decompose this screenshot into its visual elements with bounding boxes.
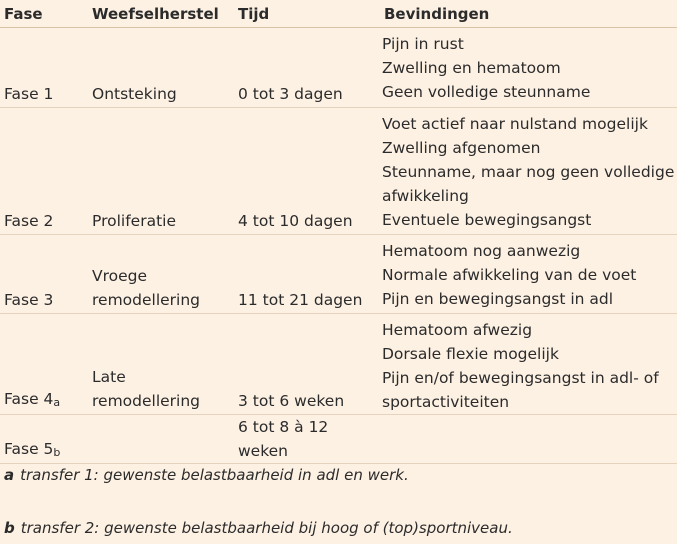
header-time: Tijd — [234, 0, 380, 28]
findings-cell — [380, 415, 677, 464]
footnote-b — [4, 519, 513, 537]
repair-line: remodellering — [92, 392, 201, 410]
phase-cell: Fase 1 — [0, 28, 88, 108]
time-cell: 11 tot 21 dagen — [234, 235, 380, 314]
finding-line: Voet actief naar nulstand mogelijk — [382, 115, 648, 133]
finding-line: Zwelling en hematoom — [382, 59, 561, 77]
footnote-marker: a — [53, 396, 61, 409]
footnote-marker: b — [4, 519, 15, 537]
finding-line: Geen volledige steunname — [382, 83, 591, 101]
finding-line: afwikkeling — [382, 187, 469, 205]
header-findings: Bevindingen — [380, 0, 677, 28]
repair-line: Late — [92, 368, 126, 386]
phase-cell: Fase 2 — [0, 108, 88, 235]
repair-cell — [88, 415, 234, 464]
finding-line: Steunname, maar nog geen volledige — [382, 163, 675, 181]
repair-cell — [88, 314, 234, 415]
header-phase: Fase — [0, 0, 88, 28]
finding-line: Zwelling afgenomen — [382, 139, 541, 157]
time-cell: 4 tot 10 dagen — [234, 108, 380, 235]
findings-cell — [380, 108, 677, 235]
findings-cell — [380, 235, 677, 314]
repair-line: remodellering — [92, 291, 201, 309]
finding-line: sportactiviteiten — [382, 393, 510, 411]
repair-cell: Ontsteking — [88, 28, 234, 108]
time-cell: 0 tot 3 dagen — [234, 28, 380, 108]
footnote-text: transfer 1: gewenste belastbaarheid in adl en werk. — [20, 466, 409, 484]
finding-line: Pijn en/of bewegingsangst in adl- of — [382, 369, 659, 387]
finding-line: Eventuele bewegingsangst — [382, 211, 592, 229]
time-cell: 6 tot 8 à 12 weken — [234, 415, 380, 464]
phase-cell: Fase 3 — [0, 235, 88, 314]
repair-cell: Proliferatie — [88, 108, 234, 235]
footnote-text: transfer 2: gewenste belastbaarheid bij hoog of (top)sportniveau. — [20, 519, 513, 537]
finding-line: Pijn in rust — [382, 35, 464, 53]
table-row — [0, 415, 677, 464]
table-row — [0, 235, 677, 314]
finding-line: Pijn en bewegingsangst in adl — [382, 290, 614, 308]
finding-line: Normale afwikkeling van de voet — [382, 266, 637, 284]
footnote-marker: b — [53, 446, 61, 459]
time-cell: 3 tot 6 weken — [234, 314, 380, 415]
table-row — [0, 314, 677, 415]
phase-cell — [0, 415, 88, 464]
finding-line: Hematoom afwezig — [382, 321, 533, 339]
phase-label: Fase 5 — [4, 440, 54, 458]
finding-line: Dorsale flexie mogelijk — [382, 345, 559, 363]
table-row — [0, 108, 677, 235]
findings-cell — [380, 314, 677, 415]
findings-cell — [380, 28, 677, 108]
footnote-marker: a — [4, 466, 15, 484]
table-row — [0, 28, 677, 108]
table-header-row — [0, 0, 677, 28]
phase-cell — [0, 314, 88, 415]
repair-line: Vroege — [92, 267, 148, 285]
finding-line: Hematoom nog aanwezig — [382, 242, 581, 260]
phase-label: Fase 4 — [4, 390, 54, 408]
repair-cell — [88, 235, 234, 314]
header-repair: Weefselherstel — [88, 0, 234, 28]
footnote-a — [4, 466, 409, 484]
